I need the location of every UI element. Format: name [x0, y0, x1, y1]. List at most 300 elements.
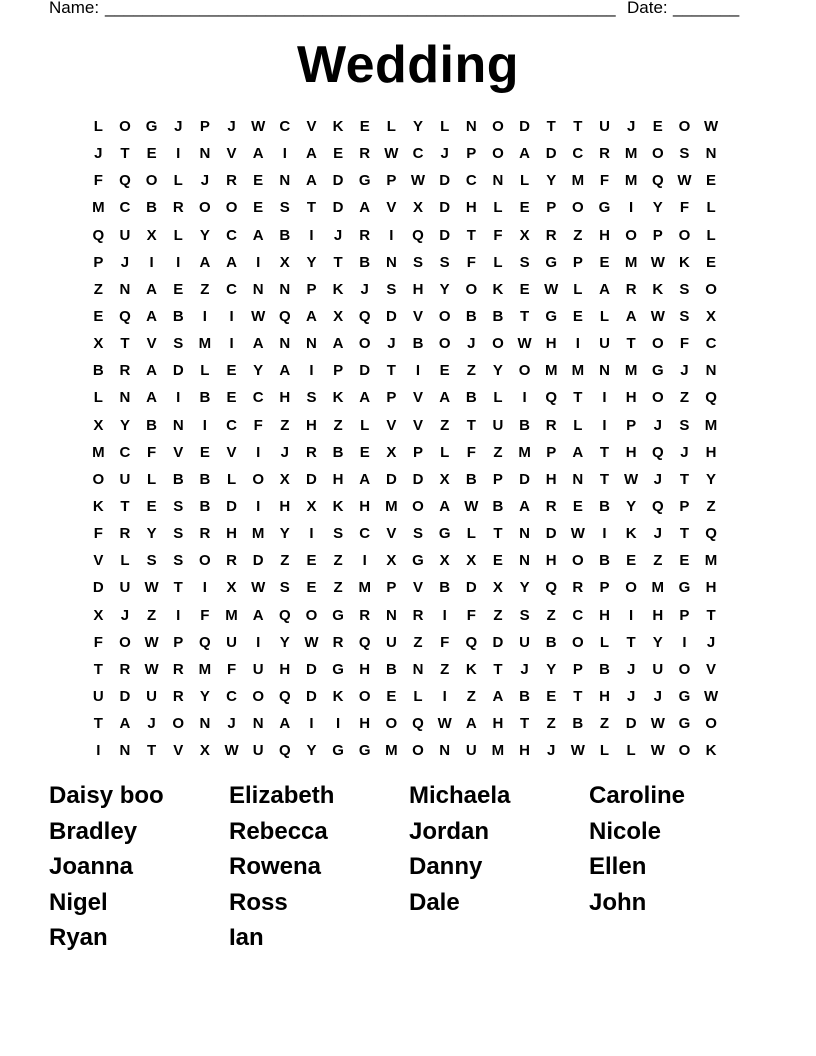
grid-letter: A: [492, 688, 504, 706]
grid-letter: E: [439, 362, 450, 380]
grid-letter: O: [412, 498, 424, 516]
grid-letter: K: [705, 742, 717, 760]
grid-letter: H: [359, 498, 371, 516]
grid-letter: I: [282, 145, 287, 163]
grid-letter: R: [172, 688, 184, 706]
word-list-item: Elizabeth: [229, 782, 335, 809]
grid-letter: C: [279, 118, 291, 136]
grid-letter: G: [332, 606, 344, 624]
word-list-item: Danny: [409, 853, 483, 880]
grid-letter: P: [306, 280, 317, 298]
grid-letter: A: [306, 172, 317, 190]
grid-letter: L: [706, 199, 716, 217]
grid-letter: N: [412, 660, 424, 678]
grid-letter: X: [519, 226, 530, 244]
grid-letter: P: [492, 470, 503, 488]
grid-letter: M: [358, 579, 371, 597]
grid-letter: J: [227, 715, 236, 733]
grid-letter: A: [306, 308, 317, 326]
grid-letter: Y: [413, 118, 424, 136]
grid-letter: D: [492, 633, 504, 651]
grid-letter: F: [466, 253, 476, 271]
grid-letter: I: [682, 633, 687, 651]
word-list-item: Dale: [409, 888, 460, 916]
grid-letter: N: [252, 715, 264, 733]
grid-letter: F: [440, 633, 450, 651]
grid-letter: N: [465, 118, 477, 136]
grid-letter: J: [94, 145, 103, 163]
grid-letter: F: [253, 416, 263, 434]
word-list-item: Joanna: [49, 853, 134, 880]
grid-letter: U: [599, 335, 610, 353]
grid-letter: L: [466, 525, 476, 543]
grid-letter: S: [146, 552, 157, 570]
grid-letter: S: [333, 525, 344, 543]
grid-letter: Y: [306, 742, 317, 760]
word-list-item: Michaela: [409, 782, 511, 809]
word-list-item: Caroline: [589, 782, 686, 809]
grid-letter: P: [572, 253, 583, 271]
grid-letter: S: [306, 389, 317, 407]
grid-letter: F: [679, 199, 689, 217]
grid-letter: O: [572, 199, 584, 217]
grid-letter: B: [146, 199, 158, 217]
grid-letter: W: [624, 470, 639, 488]
grid-letter: A: [519, 498, 530, 516]
grid-letter: Q: [119, 172, 131, 190]
grid-letter: D: [385, 308, 397, 326]
grid-letter: F: [226, 660, 237, 678]
grid-letter: I: [389, 226, 394, 244]
grid-letter: E: [226, 389, 237, 407]
grid-letter: J: [653, 416, 662, 434]
grid-letter: H: [705, 443, 717, 461]
grid-letter: A: [359, 199, 371, 217]
grid-letter: S: [173, 525, 184, 543]
grid-letter: D: [306, 660, 317, 678]
grid-letter: Q: [412, 715, 424, 733]
grid-letter: S: [679, 280, 690, 298]
grid-letter: O: [225, 199, 238, 217]
grid-letter: B: [492, 498, 504, 516]
grid-letter: C: [572, 606, 584, 624]
grid-letter: N: [279, 335, 291, 353]
grid-letter: O: [252, 688, 264, 706]
grid-letter: I: [629, 606, 634, 624]
grid-letter: Q: [278, 688, 291, 706]
grid-letter: I: [202, 579, 207, 597]
grid-letter: V: [706, 660, 717, 678]
grid-letter: I: [309, 715, 314, 733]
grid-letter: E: [93, 308, 104, 326]
grid-letter: I: [256, 633, 261, 651]
grid-letter: J: [547, 742, 556, 760]
grid-letter: T: [519, 715, 530, 733]
grid-letter: B: [492, 308, 504, 326]
grid-letter: P: [386, 389, 397, 407]
grid-letter: B: [332, 443, 344, 461]
grid-letter: N: [199, 715, 211, 733]
grid-letter: T: [626, 633, 636, 651]
grid-letter: X: [466, 552, 477, 570]
grid-letter: O: [492, 145, 504, 163]
grid-letter: Q: [651, 443, 664, 461]
grid-letter: F: [200, 606, 210, 624]
grid-letter: O: [172, 715, 185, 733]
grid-letter: L: [626, 742, 636, 760]
grid-letter: K: [652, 280, 664, 298]
grid-letter: C: [412, 145, 424, 163]
grid-letter: D: [625, 715, 637, 733]
grid-letter: I: [176, 389, 181, 407]
grid-letter: Y: [706, 470, 717, 488]
word-list-item: Rowena: [229, 853, 322, 880]
grid-letter: N: [705, 362, 717, 380]
grid-letter: Q: [278, 308, 291, 326]
grid-letter: A: [226, 253, 237, 271]
grid-letter: L: [93, 118, 103, 136]
grid-letter: L: [573, 280, 583, 298]
grid-letter: R: [119, 362, 131, 380]
grid-letter: T: [120, 145, 130, 163]
grid-letter: M: [704, 552, 718, 570]
grid-letter: R: [359, 606, 371, 624]
grid-letter: C: [226, 226, 237, 244]
grid-letter: Y: [626, 498, 637, 516]
grid-letter: R: [572, 579, 584, 597]
grid-letter: Z: [333, 416, 343, 434]
grid-letter: Q: [412, 226, 424, 244]
grid-letter: E: [333, 145, 344, 163]
grid-letter: U: [652, 660, 664, 678]
grid-letter: Q: [651, 498, 664, 516]
grid-letter: O: [438, 335, 451, 353]
grid-letter: A: [146, 362, 158, 380]
grid-letter: E: [546, 688, 557, 706]
grid-letter: Q: [465, 633, 478, 651]
grid-letter: E: [626, 552, 637, 570]
grid-letter: O: [705, 715, 717, 733]
grid-letter: R: [545, 416, 557, 434]
grid-letter: L: [120, 552, 130, 570]
word-list-item: Ryan: [49, 924, 108, 951]
grid-letter: N: [252, 280, 264, 298]
grid-letter: L: [599, 633, 610, 651]
grid-letter: V: [413, 308, 424, 326]
grid-letter: R: [172, 199, 184, 217]
grid-letter: D: [545, 525, 557, 543]
grid-letter: M: [651, 579, 665, 597]
grid-letter: N: [119, 280, 131, 298]
grid-letter: A: [359, 470, 371, 488]
word-list-item: Nigel: [49, 888, 108, 916]
grid-letter: U: [599, 118, 610, 136]
grid-letter: A: [359, 389, 371, 407]
grid-letter: E: [572, 308, 583, 326]
grid-letter: T: [93, 660, 103, 678]
grid-letter: H: [226, 525, 237, 543]
grid-letter: L: [493, 253, 503, 271]
grid-letter: W: [251, 118, 266, 136]
grid-letter: Q: [705, 525, 717, 543]
grid-letter: T: [573, 688, 583, 706]
grid-letter: Y: [279, 633, 290, 651]
grid-letter: D: [359, 362, 371, 380]
grid-letter: W: [410, 172, 426, 190]
grid-letter: N: [519, 525, 530, 543]
grid-letter: L: [599, 742, 610, 760]
grid-letter: B: [545, 633, 557, 651]
grid-letter: H: [599, 226, 610, 244]
grid-letter: P: [572, 660, 583, 678]
grid-letter: Z: [147, 606, 157, 624]
grid-letter: T: [573, 118, 583, 136]
grid-letter: T: [466, 416, 476, 434]
grid-letter: T: [519, 308, 530, 326]
grid-letter: B: [519, 416, 530, 434]
grid-letter: J: [680, 443, 689, 461]
grid-letter: Y: [546, 172, 557, 190]
grid-letter: E: [146, 145, 157, 163]
grid-letter: B: [359, 253, 371, 271]
grid-letter: A: [279, 362, 291, 380]
grid-letter: J: [626, 660, 636, 678]
grid-letter: S: [679, 416, 690, 434]
grid-letter: E: [253, 172, 264, 190]
grid-letter: Z: [546, 715, 556, 733]
grid-letter: O: [412, 742, 424, 760]
grid-letter: P: [599, 579, 610, 597]
grid-letter: W: [570, 742, 585, 760]
grid-letter: Q: [358, 308, 371, 326]
word-list-item: Ian: [229, 924, 264, 951]
grid-letter: J: [706, 633, 716, 651]
grid-letter: X: [226, 579, 237, 597]
grid-letter: D: [172, 362, 184, 380]
grid-letter: X: [439, 552, 450, 570]
grid-letter: E: [519, 280, 530, 298]
grid-letter: I: [176, 253, 181, 271]
grid-letter: C: [705, 335, 717, 353]
grid-letter: B: [599, 660, 610, 678]
grid-letter: G: [678, 715, 691, 733]
grid-letter: B: [465, 308, 477, 326]
grid-letter: P: [546, 199, 557, 217]
grid-letter: Z: [93, 280, 103, 298]
grid-letter: V: [413, 416, 424, 434]
grid-letter: B: [199, 498, 211, 516]
grid-letter: H: [705, 579, 717, 597]
grid-letter: U: [465, 742, 477, 760]
grid-letter: X: [279, 253, 290, 271]
grid-letter: X: [333, 308, 344, 326]
grid-letter: Y: [279, 525, 290, 543]
grid-letter: Q: [199, 633, 211, 651]
grid-letter: U: [119, 470, 131, 488]
grid-letter: I: [229, 335, 234, 353]
grid-letter: M: [198, 335, 212, 353]
grid-letter: S: [413, 525, 424, 543]
grid-letter: O: [385, 715, 398, 733]
grid-letter: E: [253, 199, 264, 217]
grid-letter: A: [252, 606, 264, 624]
grid-letter: J: [280, 443, 289, 461]
grid-letter: R: [545, 498, 557, 516]
grid-letter: T: [493, 660, 503, 678]
grid-letter: B: [279, 226, 291, 244]
grid-letter: A: [252, 335, 264, 353]
grid-letter: C: [252, 389, 264, 407]
grid-letter: T: [147, 742, 157, 760]
grid-letter: I: [229, 308, 234, 326]
grid-letter: Q: [545, 579, 558, 597]
grid-letter: Y: [652, 633, 663, 651]
grid-letter: I: [629, 199, 634, 217]
grid-letter: L: [493, 199, 503, 217]
grid-letter: D: [545, 145, 557, 163]
grid-letter: P: [199, 118, 210, 136]
grid-letter: K: [92, 498, 104, 516]
grid-letter: A: [252, 226, 264, 244]
grid-letter: N: [279, 280, 291, 298]
grid-letter: P: [546, 443, 557, 461]
grid-letter: G: [412, 552, 424, 570]
grid-letter: A: [252, 145, 264, 163]
grid-letter: P: [466, 145, 477, 163]
grid-letter: O: [572, 633, 584, 651]
grid-letter: H: [599, 688, 610, 706]
grid-letter: M: [518, 443, 531, 461]
grid-letter: E: [226, 362, 237, 380]
grid-letter: H: [279, 660, 291, 678]
grid-letter: V: [413, 389, 424, 407]
grid-letter: S: [413, 253, 424, 271]
grid-letter: X: [492, 579, 503, 597]
grid-letter: E: [359, 118, 370, 136]
grid-letter: G: [145, 118, 158, 136]
grid-letter: W: [304, 633, 319, 651]
grid-letter: E: [492, 552, 503, 570]
grid-letter: N: [439, 742, 451, 760]
grid-letter: B: [199, 470, 211, 488]
grid-letter: A: [439, 389, 451, 407]
grid-letter: L: [173, 172, 183, 190]
grid-letter: N: [385, 253, 397, 271]
grid-letter: H: [545, 470, 557, 488]
grid-letter: H: [599, 606, 610, 624]
grid-letter: S: [679, 145, 690, 163]
grid-letter: F: [93, 525, 103, 543]
grid-letter: M: [704, 416, 718, 434]
grid-letter: H: [279, 498, 291, 516]
grid-letter: B: [439, 579, 451, 597]
grid-letter: Y: [199, 688, 210, 706]
grid-letter: R: [119, 660, 131, 678]
grid-letter: N: [385, 606, 397, 624]
grid-letter: X: [386, 552, 397, 570]
date-field-line: _______: [673, 0, 740, 17]
grid-letter: Q: [651, 172, 664, 190]
grid-letter: O: [92, 470, 105, 488]
grid-letter: U: [146, 688, 158, 706]
grid-letter: K: [465, 660, 477, 678]
grid-letter: S: [279, 199, 290, 217]
grid-letter: U: [226, 633, 237, 651]
grid-letter: T: [306, 199, 317, 217]
grid-letter: J: [680, 362, 689, 380]
grid-letter: M: [571, 172, 585, 190]
grid-letter: F: [466, 443, 476, 461]
grid-letter: V: [146, 335, 157, 353]
grid-letter: R: [412, 606, 424, 624]
grid-letter: D: [306, 470, 317, 488]
grid-letter: E: [679, 552, 690, 570]
grid-letter: O: [678, 742, 691, 760]
grid-letter: X: [279, 470, 290, 488]
grid-letter: O: [678, 226, 691, 244]
grid-letter: H: [625, 443, 637, 461]
grid-letter: I: [202, 416, 207, 434]
word-list-item: Nicole: [589, 817, 662, 845]
grid-letter: Z: [706, 498, 716, 516]
grid-letter: J: [653, 470, 662, 488]
grid-letter: A: [465, 715, 477, 733]
grid-letter: E: [652, 118, 663, 136]
grid-letter: C: [119, 199, 131, 217]
grid-letter: O: [465, 280, 478, 298]
grid-letter: G: [358, 742, 371, 760]
grid-letter: U: [119, 226, 131, 244]
grid-letter: M: [225, 606, 238, 624]
grid-letter: Z: [280, 416, 290, 434]
grid-letter: N: [119, 389, 131, 407]
grid-letter: O: [678, 660, 691, 678]
grid-letter: J: [653, 525, 662, 543]
grid-letter: D: [119, 688, 131, 706]
grid-letter: D: [412, 470, 424, 488]
letter-grid: [85, 113, 724, 764]
grid-letter: B: [199, 389, 211, 407]
grid-letter: O: [305, 606, 318, 624]
grid-letter: E: [599, 253, 610, 271]
grid-letter: I: [362, 552, 367, 570]
grid-letter: S: [173, 552, 184, 570]
grid-letter: N: [172, 416, 184, 434]
grid-letter: O: [651, 335, 664, 353]
grid-letter: I: [575, 335, 580, 353]
word-list-item: Jordan: [409, 817, 490, 845]
grid-letter: U: [492, 416, 504, 434]
grid-letter: B: [172, 470, 184, 488]
grid-letter: J: [653, 688, 662, 706]
word-list-item: Ellen: [589, 853, 647, 880]
grid-letter: Q: [705, 389, 717, 407]
grid-letter: Y: [492, 362, 503, 380]
grid-letter: Z: [280, 552, 290, 570]
grid-letter: G: [598, 199, 611, 217]
grid-letter: G: [651, 362, 664, 380]
word-list-item: Bradley: [49, 817, 138, 845]
grid-letter: W: [677, 172, 692, 190]
grid-letter: H: [519, 742, 530, 760]
grid-letter: A: [279, 715, 291, 733]
grid-letter: W: [144, 579, 159, 597]
grid-letter: V: [93, 552, 104, 570]
grid-letter: I: [176, 606, 181, 624]
grid-letter: C: [572, 145, 584, 163]
grid-letter: J: [626, 688, 636, 706]
grid-letter: I: [522, 389, 527, 407]
